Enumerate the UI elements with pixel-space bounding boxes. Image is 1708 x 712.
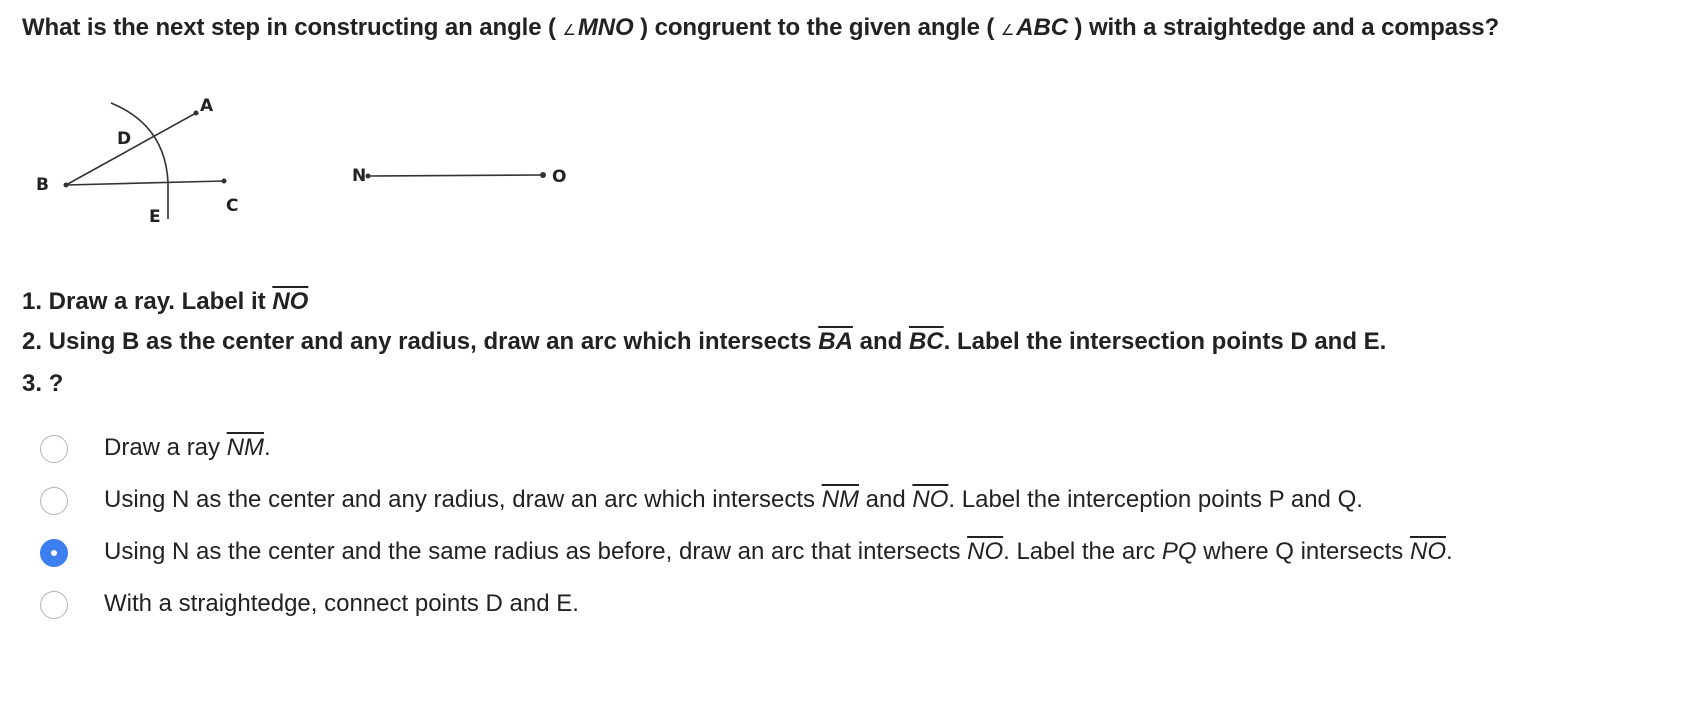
- label-o: O: [552, 167, 567, 187]
- radio-button[interactable]: [40, 435, 68, 463]
- step-2: 2. Using B as the center and any radius, draw an arc which intersects $\overline{BA}$ and $\overline{BC}$. Label the intersection points D and E.: [22, 328, 1387, 355]
- radio-button[interactable]: [40, 487, 68, 515]
- step-1: 1. Draw a ray. Label it $\overline{NO}$: [22, 288, 309, 315]
- ray-ba: [66, 113, 196, 185]
- segment-label: $\overline{NM}$: [821, 486, 860, 513]
- angle-symbol: ∠: [1000, 22, 1015, 39]
- arc-label: PQ: [1161, 538, 1197, 565]
- option-label: With a straightedge, connect points D and E.: [104, 590, 579, 617]
- point-b: [64, 183, 69, 188]
- angle-abc: ABC: [1016, 14, 1068, 41]
- label-b: B: [36, 175, 49, 195]
- label-n: N: [352, 166, 367, 186]
- point-o: [540, 172, 546, 178]
- step-3: 3. ?: [22, 370, 64, 397]
- ray-bc: [66, 181, 224, 185]
- segment-label: $\overline{NO}$: [1409, 538, 1446, 565]
- question-text: What is the next step in constructing an angle ( ∠MNO ) congruent to the given angle ( ∠ABC ) with a straightedge and a compass?: [22, 14, 1500, 41]
- angle-mno: MNO: [577, 14, 634, 41]
- radio-button[interactable]: [40, 591, 68, 619]
- segment-label: $\overline{NM}$: [226, 434, 265, 461]
- option-label: Draw a ray $\overline{NM}$.: [104, 434, 271, 461]
- option-label: Using N as the center and any radius, draw an arc which intersects $\overline{NM}$ and $\overline{NO}$. Label the interception points P and Q.: [104, 486, 1363, 513]
- angle-symbol: ∠: [562, 22, 576, 39]
- label-a: A: [200, 96, 214, 116]
- segment-label: $\overline{BA}$: [818, 328, 853, 355]
- label-c: C: [226, 196, 239, 216]
- segment-no: [368, 175, 543, 176]
- point-a: [194, 111, 199, 116]
- point-c: [222, 179, 227, 184]
- segment-label: $\overline{BC}$: [908, 328, 944, 355]
- construction-figure: [0, 88, 640, 238]
- label-d: D: [117, 129, 132, 149]
- radio-button-selected[interactable]: [40, 539, 68, 567]
- point-n: [366, 174, 371, 179]
- label-e: E: [149, 207, 161, 227]
- arc-de: [111, 103, 168, 219]
- segment-label: $\overline{NO}$: [912, 486, 949, 513]
- option-label: Using N as the center and the same radius as before, draw an arc that intersects $\overline{NO}$. Label the arc PQ where Q intersects $\overline{NO}$.: [104, 538, 1453, 565]
- segment-label: $\overline{NO}$: [967, 538, 1004, 565]
- segment-label: $\overline{NO}$: [272, 288, 309, 315]
